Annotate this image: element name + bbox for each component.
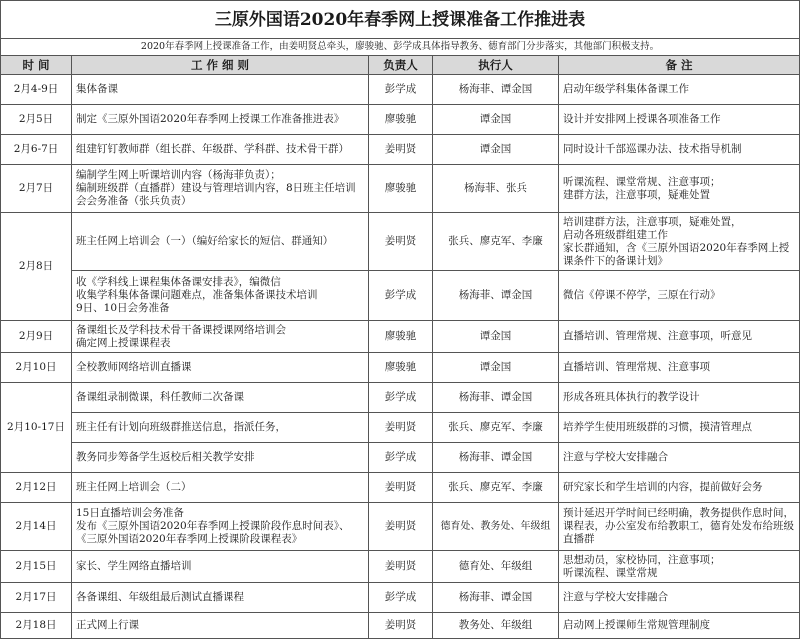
row-detail: 正式网上行课 <box>72 613 369 639</box>
row-remark: 思想动员，家校协同，注意事项； 听课流程、课堂常规 <box>559 551 800 583</box>
row-executor: 杨海菲、张兵 <box>433 165 559 213</box>
row-detail: 家长、学生网络直播培训 <box>72 551 369 583</box>
row-remark: 设计并安排网上授课各项准备工作 <box>559 105 800 135</box>
row-executor: 张兵、廖克军、李廉 <box>433 413 559 443</box>
row-owner: 彭学成 <box>369 383 433 413</box>
row-remark: 注意与学校大安排融合 <box>559 583 800 613</box>
table-row <box>1 503 800 551</box>
header-owner: 负责人 <box>369 56 433 75</box>
row-owner: 廖骏驰 <box>369 321 433 353</box>
row-time: 2月4-9日 <box>1 75 72 105</box>
row-remark: 同时设计千部巡课办法、技术指导机制 <box>559 135 800 165</box>
row-time: 2月7日 <box>1 165 72 213</box>
row-owner: 彭学成 <box>369 271 433 321</box>
row-time: 2月17日 <box>1 583 72 613</box>
table-row <box>1 165 800 213</box>
row-time: 2月6-7日 <box>1 135 72 165</box>
row-time: 2月10日 <box>1 353 72 383</box>
row-owner: 姜明贤 <box>369 473 433 503</box>
row-owner: 廖骏驰 <box>369 105 433 135</box>
table-row <box>1 443 800 473</box>
row-detail: 全校教师网络培训直播课 <box>72 353 369 383</box>
row-owner: 姜明贤 <box>369 613 433 639</box>
row-detail: 各备课组、年级组最后测试直播课程 <box>72 583 369 613</box>
row-executor: 杨海菲、谭金国 <box>433 383 559 413</box>
row-owner: 廖骏驰 <box>369 353 433 383</box>
row-owner: 彭学成 <box>369 583 433 613</box>
row-executor: 德育处、教务处、年级组 <box>433 503 559 551</box>
row-executor: 谭金国 <box>433 321 559 353</box>
row-remark: 听课流程、课堂常规、注意事项； 建群方法，注意事项，疑难处置 <box>559 165 800 213</box>
table-row <box>1 473 800 503</box>
row-detail: 备课组长及学科技术骨干备课授课网络培训会 确定网上授课课程表 <box>72 321 369 353</box>
row-owner: 姜明贤 <box>369 413 433 443</box>
table-row <box>1 271 800 321</box>
table-row <box>1 413 800 443</box>
row-executor: 杨海菲、谭金国 <box>433 75 559 105</box>
row-owner: 姜明贤 <box>369 503 433 551</box>
row-detail: 编制学生网上听课培训内容（杨海菲负责）； 编制班级群（直播群）建设与管理培训内容，8日班主任培训会会务准备（张兵负责） <box>72 165 369 213</box>
subtitle-row <box>1 39 800 56</box>
row-remark: 启动网上授课师生常规管理制度 <box>559 613 800 639</box>
row-time: 2月18日 <box>1 613 72 639</box>
row-executor: 杨海菲、谭金国 <box>433 443 559 473</box>
row-remark: 启动年级学科集体备课工作 <box>559 75 800 105</box>
row-time: 2月5日 <box>1 105 72 135</box>
row-executor: 谭金国 <box>433 353 559 383</box>
row-executor: 张兵、廖克军、李廉 <box>433 473 559 503</box>
page-subtitle: 2020年春季网上授课准备工作，由姜明贤总牵头，廖骏驰、彭学成具体指导教务、德育部门分步落实，其他部门积极支持。 <box>1 39 800 56</box>
header-executor: 执行人 <box>433 56 559 75</box>
header-row <box>1 56 800 75</box>
table-row <box>1 75 800 105</box>
row-owner: 廖骏驰 <box>369 165 433 213</box>
header-time: 时 间 <box>1 56 72 75</box>
row-owner: 姜明贤 <box>369 135 433 165</box>
row-remark: 研究家长和学生培训的内容，提前做好会务 <box>559 473 800 503</box>
row-owner: 彭学成 <box>369 443 433 473</box>
row-remark: 直播培训、管理常规、注意事项，听意见 <box>559 321 800 353</box>
row-time: 2月9日 <box>1 321 72 353</box>
row-remark: 直播培训、管理常规、注意事项 <box>559 353 800 383</box>
table-row <box>1 353 800 383</box>
row-detail: 班主任有计划向班级群推送信息，指派任务， <box>72 413 369 443</box>
row-owner: 彭学成 <box>369 75 433 105</box>
row-time: 2月14日 <box>1 503 72 551</box>
row-detail: 制定《三原外国语2020年春季网上授课工作准备推进表》 <box>72 105 369 135</box>
row-executor: 谭金国 <box>433 135 559 165</box>
row-executor: 张兵、廖克军、李廉 <box>433 213 559 271</box>
table-row <box>1 383 800 413</box>
row-time: 2月8日 <box>1 213 72 321</box>
header-detail: 工 作 细 则 <box>72 56 369 75</box>
row-detail: 集体备课 <box>72 75 369 105</box>
row-time: 2月12日 <box>1 473 72 503</box>
row-executor: 教务处、年级组 <box>433 613 559 639</box>
table-row <box>1 583 800 613</box>
row-executor: 杨海菲、谭金国 <box>433 583 559 613</box>
row-executor: 德育处、年级组 <box>433 551 559 583</box>
row-detail: 教务同步筹备学生返校后相关教学安排 <box>72 443 369 473</box>
page-title: 三原外国语2020年春季网上授课准备工作推进表 <box>1 1 800 39</box>
table-row <box>1 135 800 165</box>
table-row <box>1 213 800 271</box>
header-remark: 备 注 <box>559 56 800 75</box>
table-row <box>1 105 800 135</box>
row-detail: 组建钉钉教师群（组长群、年级群、学科群、技术骨干群） <box>72 135 369 165</box>
row-detail: 备课组录制微课，科任教师二次备课 <box>72 383 369 413</box>
title-row <box>1 1 800 39</box>
row-detail: 收《学科线上课程集体备课安排表》，编微信 收集学科集体备课问题难点，准备集体备课技术培训 9日、10日会务准备 <box>72 271 369 321</box>
row-time: 2月15日 <box>1 551 72 583</box>
table-row <box>1 321 800 353</box>
table-row <box>1 551 800 583</box>
row-remark: 注意与学校大安排融合 <box>559 443 800 473</box>
row-remark: 培养学生使用班级群的习惯，摸清管理点 <box>559 413 800 443</box>
row-remark: 培训建群方法，注意事项，疑难处置， 启动各班级群组建工作 家长群通知，含《三原外国语2020年春季网上授课条件下的备课计划》 <box>559 213 800 271</box>
row-remark: 形成各班具体执行的教学设计 <box>559 383 800 413</box>
row-executor: 谭金国 <box>433 105 559 135</box>
row-remark: 微信《停课不停学，三原在行动》 <box>559 271 800 321</box>
row-detail: 15日直播培训会务准备 发布《三原外国语2020年春季网上授课阶段作息时间表》、《三原外国语2020年春季网上授课阶段课程表》 <box>72 503 369 551</box>
table-row <box>1 613 800 639</box>
row-owner: 姜明贤 <box>369 213 433 271</box>
row-time: 2月10-17日 <box>1 383 72 473</box>
row-detail: 班主任网上培训会（一）（编好给家长的短信、群通知） <box>72 213 369 271</box>
row-executor: 杨海菲、谭金国 <box>433 271 559 321</box>
row-detail: 班主任网上培训会（二） <box>72 473 369 503</box>
row-remark: 预计延迟开学时间已经明确，教务提供作息时间，课程表，办公室发布给教职工，德育处发布给班级直播群 <box>559 503 800 551</box>
row-owner: 姜明贤 <box>369 551 433 583</box>
